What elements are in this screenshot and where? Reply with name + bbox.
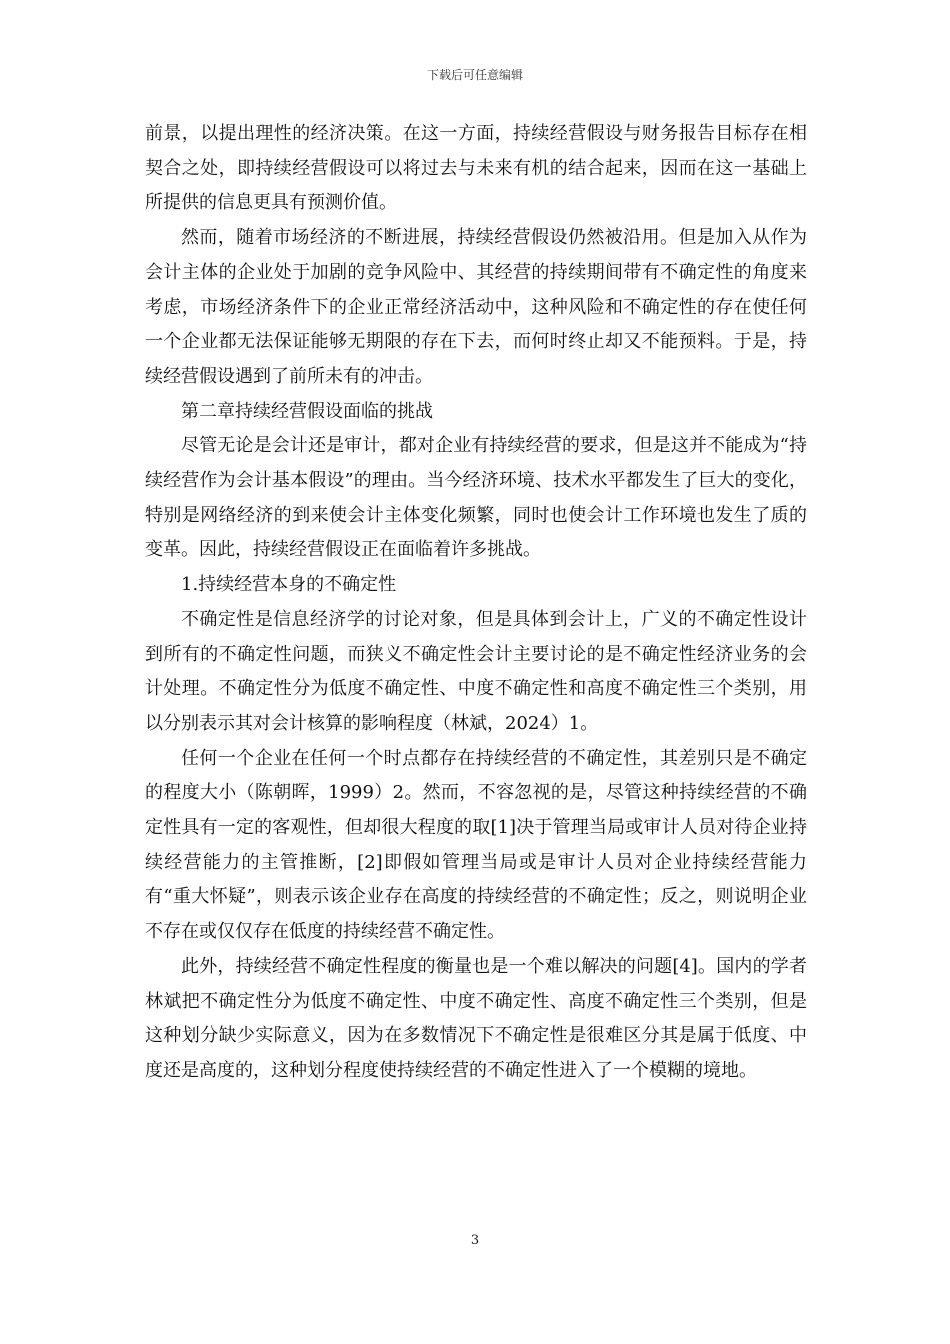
paragraph: 任何一个企业在任何一个时点都存在持续经营的不确定性，其差别只是不确定的程度大小（陈朝晖，1999）2。然而，不容忽视的是，尽管这种持续经营的不确定性具有一定的客观性，但却很大程度的取[1]决于管理当局或审计人员对待企业持续经营能力的主管推断，[2]即假如管理当局或是审计人员对企业持续经营能力有“重大怀疑”，则表示该企业存在高度的持续经营的不确定性；反之，则说明企业不存在或仅仅存在低度的持续经营不确定性。 xyxy=(145,747,807,943)
paragraph: 然而，随着市场经济的不断进展，持续经营假设仍然被沿用。但是加入从作为会计主体的企业处于加剧的竞争风险中、其经营的持续期间带有不确定性的角度来考虑，市场经济条件下的企业正常经济活动中，这种风险和不确定性的存在使任何一个企业都无法保证能够无期限的存在下去，而何时终止却又不能预料。于是，持续经营假设遇到了前所未有的冲击。 xyxy=(145,227,807,387)
section-heading: 1.持续经营本身的不确定性 xyxy=(181,574,397,596)
document-body xyxy=(145,117,807,1089)
chapter-heading: 第二章持续经营假设面临的挑战 xyxy=(181,400,433,422)
page-header: 下载后可任意编辑 xyxy=(426,68,523,82)
paragraph: 此外，持续经营不确定性程度的衡量也是一个难以解决的问题[4]。国内的学者林斌把不确定性分为低度不确定性、中度不确定性、高度不确定性三个类别，但是这种划分缺少实际意义，因为在多数情况下不确定性是很难区分其是属于低度、中度还是高度的，这种划分程度使持续经营的不确定性进入了一个模糊的境地。 xyxy=(145,955,807,1081)
page-number: 3 xyxy=(470,1233,480,1248)
paragraph-continuation: 前景，以提出理性的经济决策。在这一方面，持续经营假设与财务报告目标存在相契合之处，即持续经营假设可以将过去与未来有机的结合起来，因而在这一基础上所提供的信息更具有预测价值。 xyxy=(145,123,807,214)
paragraph: 不确定性是信息经济学的讨论对象，但是具体到会计上，广义的不确定性设计到所有的不确定性问题，而狭义不确定性会计主要讨论的是不确定性经济业务的会计处理。不确定性分为低度不确定性、中度不确定性和高度不确定性三个类别，用以分别表示其对会计核算的影响程度（林斌，2024）1。 xyxy=(145,608,807,734)
paragraph: 尽管无论是会计还是审计，都对企业有持续经营的要求，但是这并不能成为“持续经营作为会计基本假设”的理由。当今经济环境、技术水平都发生了巨大的变化，特别是网络经济的到来使会计主体变化频繁，同时也使会计工作环境也发生了质的变革。因此，持续经营假设正在面临着许多挑战。 xyxy=(145,435,807,561)
